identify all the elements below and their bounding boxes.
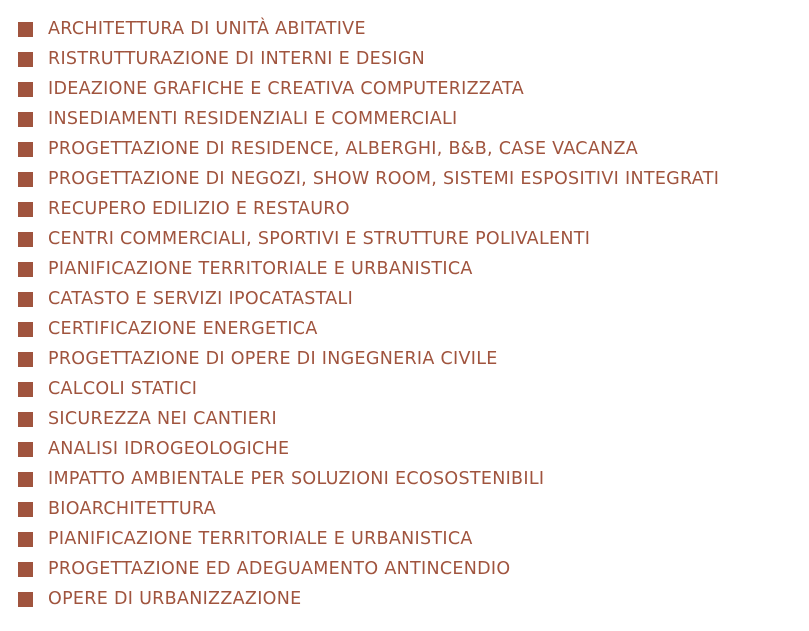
service-label: CALCOLI STATICI <box>48 379 198 399</box>
service-label: PROGETTAZIONE DI RESIDENCE, ALBERGHI, B&B, CASE VACANZA <box>48 139 639 159</box>
service-label: ANALISI IDROGEOLOGICHE <box>48 439 290 459</box>
square-bullet-icon <box>18 412 33 427</box>
list-item <box>18 434 807 464</box>
list-item <box>18 44 807 74</box>
list-item <box>18 224 807 254</box>
list-item <box>18 284 807 314</box>
list-item <box>18 14 807 44</box>
list-item <box>18 584 807 614</box>
list-item <box>18 74 807 104</box>
service-label: IMPATTO AMBIENTALE PER SOLUZIONI ECOSOSTENIBILI <box>48 469 545 489</box>
square-bullet-icon <box>18 202 33 217</box>
square-bullet-icon <box>18 592 33 607</box>
service-label: PROGETTAZIONE DI NEGOZI, SHOW ROOM, SISTEMI ESPOSITIVI INTEGRATI <box>48 169 720 189</box>
list-item <box>18 344 807 374</box>
list-item <box>18 404 807 434</box>
list-item <box>18 524 807 554</box>
service-label: PROGETTAZIONE DI OPERE DI INGEGNERIA CIVILE <box>48 349 498 369</box>
square-bullet-icon <box>18 562 33 577</box>
service-label: OPERE DI URBANIZZAZIONE <box>48 589 302 609</box>
service-label: PROGETTAZIONE ED ADEGUAMENTO ANTINCENDIO <box>48 559 511 579</box>
square-bullet-icon <box>18 52 33 67</box>
square-bullet-icon <box>18 502 33 517</box>
square-bullet-icon <box>18 142 33 157</box>
square-bullet-icon <box>18 22 33 37</box>
square-bullet-icon <box>18 472 33 487</box>
list-item <box>18 374 807 404</box>
service-label: CERTIFICAZIONE ENERGETICA <box>48 319 318 339</box>
square-bullet-icon <box>18 232 33 247</box>
list-item <box>18 134 807 164</box>
list-item <box>18 494 807 524</box>
square-bullet-icon <box>18 112 33 127</box>
service-label: RISTRUTTURAZIONE DI INTERNI E DESIGN <box>48 49 426 69</box>
list-item <box>18 464 807 494</box>
list-item <box>18 314 807 344</box>
services-list <box>18 14 807 614</box>
service-label: SICUREZZA NEI CANTIERI <box>48 409 278 429</box>
list-item <box>18 554 807 584</box>
square-bullet-icon <box>18 442 33 457</box>
square-bullet-icon <box>18 82 33 97</box>
service-label: RECUPERO EDILIZIO E RESTAURO <box>48 199 350 219</box>
service-label: CATASTO E SERVIZI IPOCATASTALI <box>48 289 354 309</box>
service-label: PIANIFICAZIONE TERRITORIALE E URBANISTICA <box>48 529 473 549</box>
service-label: PIANIFICAZIONE TERRITORIALE E URBANISTICA <box>48 259 473 279</box>
list-item <box>18 104 807 134</box>
list-item <box>18 164 807 194</box>
square-bullet-icon <box>18 322 33 337</box>
service-label: BIOARCHITETTURA <box>48 499 216 519</box>
service-label: INSEDIAMENTI RESIDENZIALI E COMMERCIALI <box>48 109 458 129</box>
list-item <box>18 254 807 284</box>
square-bullet-icon <box>18 532 33 547</box>
list-item <box>18 194 807 224</box>
square-bullet-icon <box>18 382 33 397</box>
square-bullet-icon <box>18 292 33 307</box>
service-label: CENTRI COMMERCIALI, SPORTIVI E STRUTTURE POLIVALENTI <box>48 229 591 249</box>
service-label: IDEAZIONE GRAFICHE E CREATIVA COMPUTERIZZATA <box>48 79 525 99</box>
square-bullet-icon <box>18 262 33 277</box>
square-bullet-icon <box>18 352 33 367</box>
square-bullet-icon <box>18 172 33 187</box>
service-label: ARCHITETTURA DI UNITÀ ABITATIVE <box>48 19 366 39</box>
